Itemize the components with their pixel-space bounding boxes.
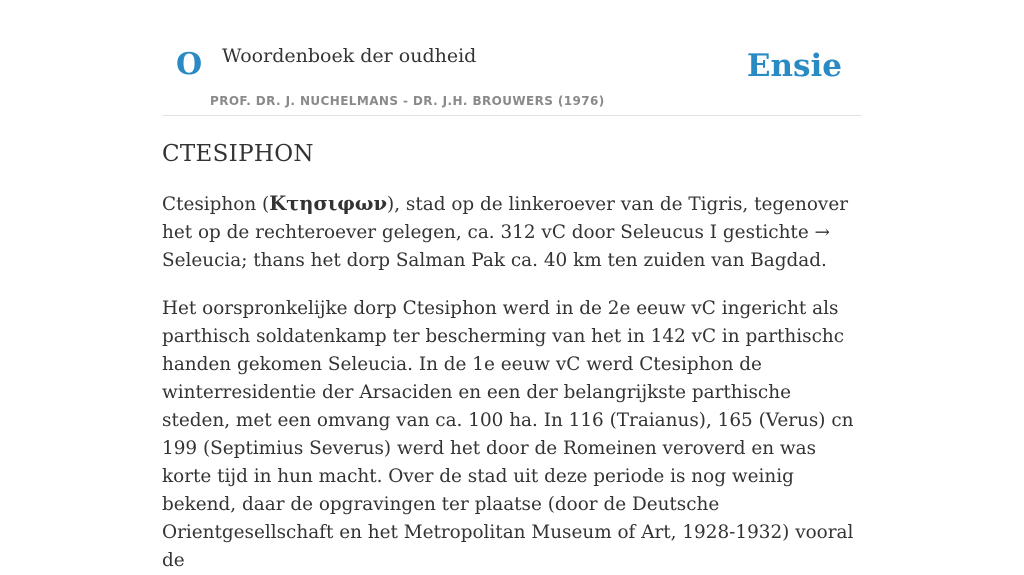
p1-text-end: ; thans het dorp Salman Pak ca. 40 km ten zuiden van Bagdad.	[241, 249, 827, 271]
greek-name: Κτησιφων	[269, 191, 388, 215]
p1-text-start: Ctesiphon (	[162, 193, 270, 215]
seleucia-link[interactable]: Seleucia	[162, 249, 242, 271]
ensie-logo-link[interactable]: Ensie	[746, 48, 842, 84]
book-title-link[interactable]: Woordenboek der oudheid	[222, 45, 477, 67]
arrow-icon: →	[814, 221, 830, 243]
letter-index-link[interactable]: O	[176, 47, 203, 82]
entry-title: CTESIPHON	[162, 141, 314, 167]
entry-paragraph-1	[162, 190, 862, 275]
entry-paragraph-2: Het oorspronkelijke dorp Ctesiphon werd in de 2e eeuw vC ingericht als parthisch soldatenkamp ter bescherming van het in 142 vC in parthischc handen gekomen Seleucia. In de 1e eeuw vC werd Ctesiphon de winterresidentie der Arsaciden en een der belangrijkste parthische steden, met een omvang van ca. 100 ha. In 116 (Traianus), 165 (Verus) cn 199 (Septimius Severus) werd het door de Romeinen veroverd en was korte tijd in hun macht. Over de stad uit deze periode is nog weinig bekend, daar de opgravingen ter plaatse (door de Deutsche Orientgesellschaft en het Metropolitan Museum of Art, 1928-1932) vooral de	[162, 297, 854, 571]
p1-text-middle: ), stad op de linkeroever van de Tigris, tegenover het op de rechteroever gelegen, ca. 312 vC door Seleucus I gestichte	[162, 193, 848, 243]
dictionary-header	[162, 0, 862, 116]
page	[162, 0, 862, 575]
book-authors: PROF. DR. J. NUCHELMANS - DR. J.H. BROUWERS (1976)	[210, 94, 605, 108]
